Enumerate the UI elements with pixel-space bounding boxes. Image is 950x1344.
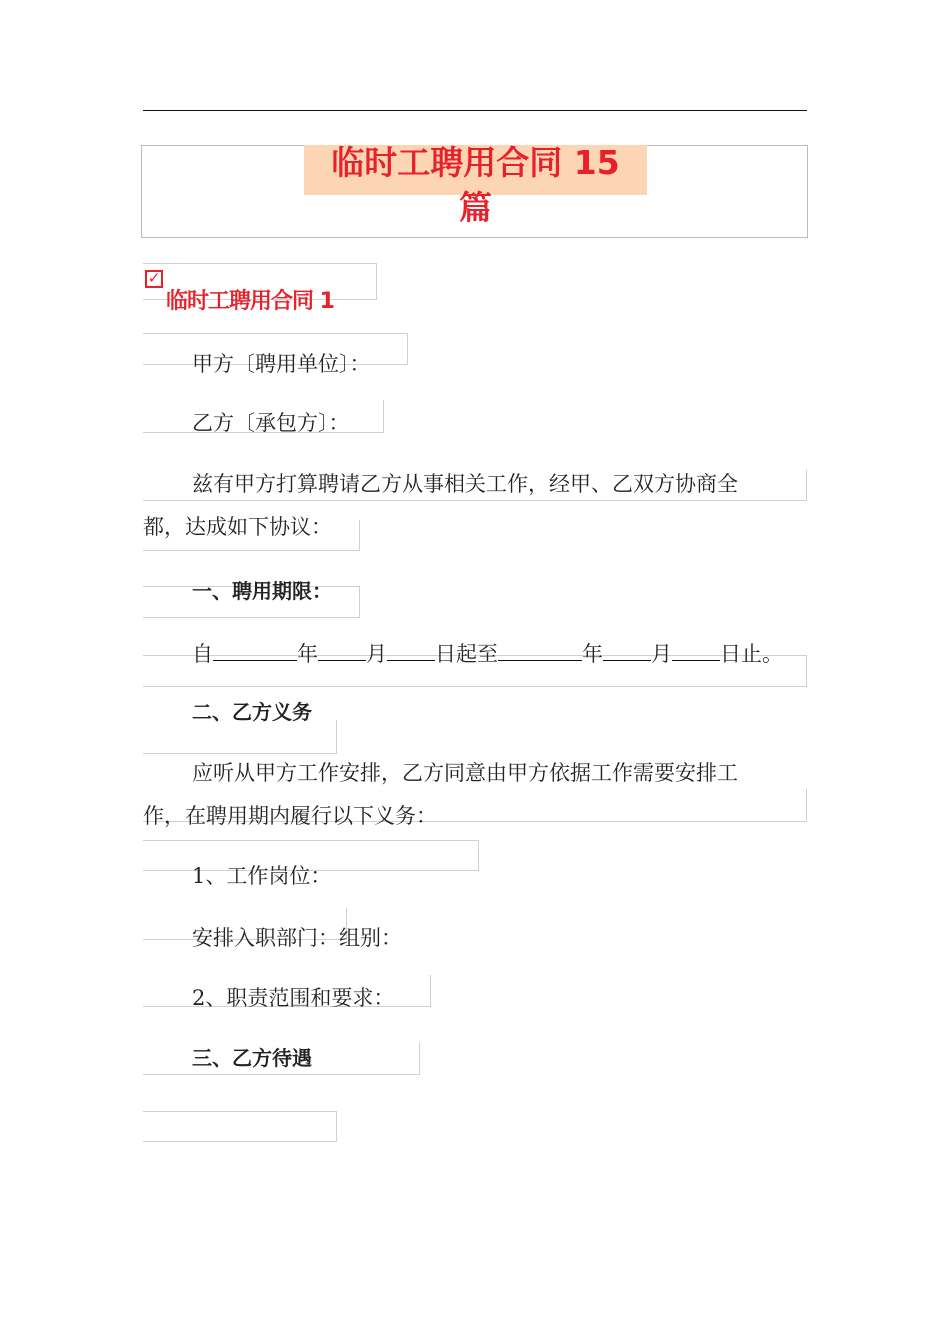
- item-duties: 2、职责范围和要求：: [192, 986, 395, 1010]
- heading-term: 一、聘用期限：: [192, 579, 332, 603]
- blank-year-start[interactable]: [213, 634, 297, 661]
- checkbox-checked-icon: ✓: [145, 270, 163, 288]
- blank-day-end[interactable]: [672, 634, 720, 661]
- header-rule: [143, 110, 807, 111]
- blank-year-end[interactable]: [498, 634, 582, 661]
- duty-line-2: 作，在聘用期内履行以下义务：: [143, 804, 437, 828]
- term-year-2: 年: [582, 642, 603, 666]
- term-from: 自: [192, 642, 213, 666]
- document-title: [304, 140, 647, 230]
- term-month-2: 月: [651, 642, 672, 666]
- term-day-end: 日止。: [720, 642, 783, 666]
- party-a: 甲方〔聘用单位〕：: [192, 352, 371, 376]
- blank-day-start[interactable]: [387, 634, 435, 661]
- term-day-start: 日起至: [435, 642, 498, 666]
- intro-line-2: 都，达成如下协议：: [143, 515, 332, 539]
- item-position: 1、工作岗位：: [192, 864, 332, 888]
- term-line: [192, 634, 783, 672]
- title-line-1: 临时工聘用合同 15: [331, 143, 620, 182]
- intro-line-1: 兹有甲方打算聘请乙方从事相关工作，经甲、乙双方协商全: [192, 472, 738, 496]
- blank-month-end[interactable]: [603, 634, 651, 661]
- term-year: 年: [297, 642, 318, 666]
- term-month: 月: [366, 642, 387, 666]
- section-title: 临时工聘用合同 1: [166, 289, 334, 314]
- line-frame: [143, 1111, 337, 1142]
- heading-duties: 二、乙方义务: [192, 700, 312, 724]
- heading-treatment: 三、乙方待遇: [192, 1046, 312, 1070]
- dept-group: 安排入职部门：组别：: [192, 926, 402, 950]
- duty-line-1: 应听从甲方工作安排，乙方同意由甲方依据工作需要安排工: [192, 761, 738, 785]
- title-line-2: 篇: [459, 188, 492, 227]
- party-b: 乙方〔承包方〕：: [192, 411, 350, 435]
- blank-month-start[interactable]: [318, 634, 366, 661]
